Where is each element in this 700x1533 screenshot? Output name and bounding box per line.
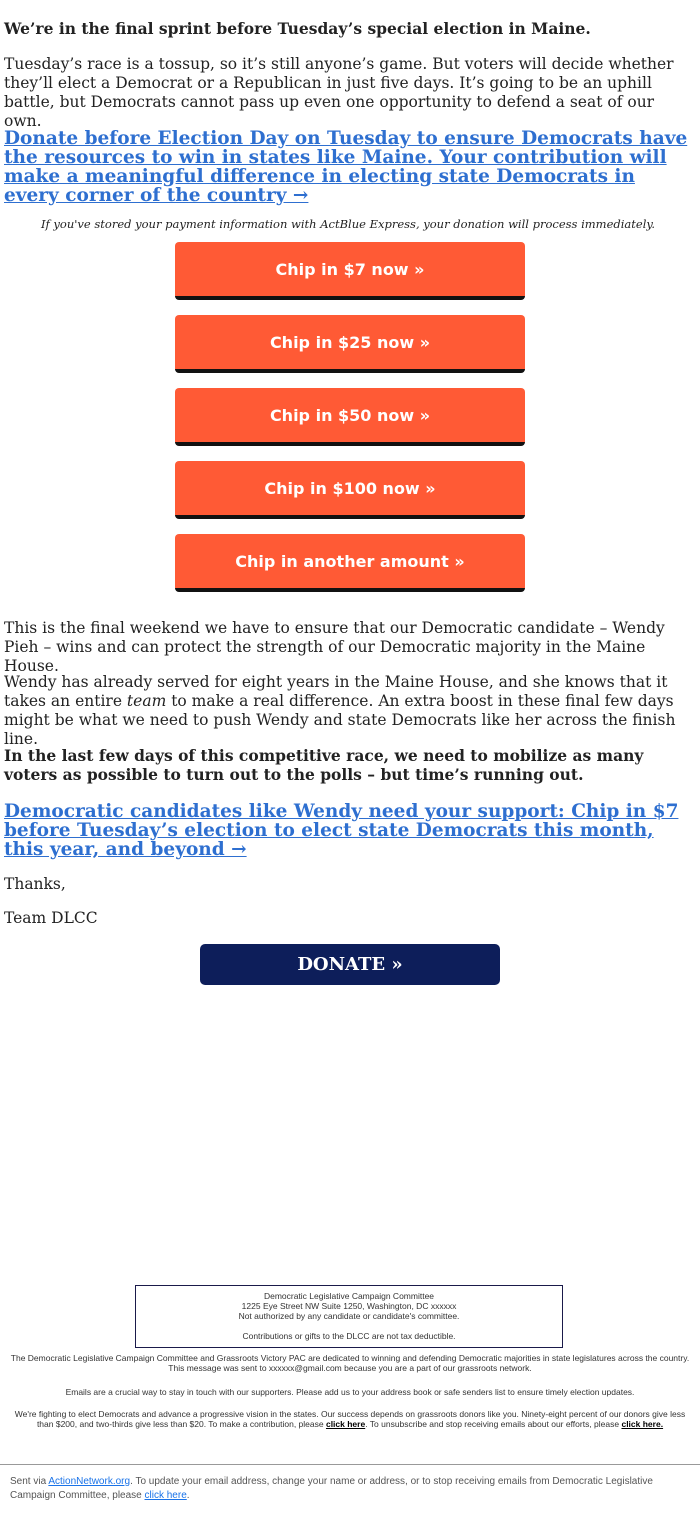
chip-in-100-button[interactable]: Chip in $100 now » — [175, 461, 525, 519]
tax-note: Contributions or gifts to the DLCC are not tax deductible. — [242, 1331, 456, 1341]
chip-in-7-button[interactable]: Chip in $7 now » — [175, 242, 525, 300]
update-click-here-link[interactable]: click here — [144, 1490, 187, 1501]
donors-text-middle: . To unsubscribe and stop receiving emails about our efforts, please — [365, 1419, 622, 1429]
email-heading: We’re in the final sprint before Tuesday’s special election in Maine. — [4, 19, 591, 38]
actblue-express-note: If you've stored your payment information with ActBlue Express, your donation will process immediately. — [40, 217, 656, 231]
intro-paragraph: Tuesday’s race is a tossup, so it’s still anyone’s game. But voters will decide whether they’ll elect a Democrat or a Republican in just five days. It’s going to be an uphill battle, but Democrats cannot pass up even one opportunity to defend a seat of our own. — [4, 55, 674, 130]
wendy-paragraph — [4, 673, 692, 749]
org-name: Democratic Legislative Campaign Committee — [263, 1291, 435, 1301]
safe-senders-text: Emails are a crucial way to stay in touch with our supporters. Please add us to your address book or safe senders list to ensure timely election updates. — [65, 1387, 635, 1397]
donate-election-day-link[interactable]: Donate before Election Day on Tuesday to ensure Democrats have the resources to win in states like Maine. Your contribution will make a meaningful difference in electing state Democrats in every corner of the country → — [4, 128, 688, 206]
authorization-note: Not authorized by any candidate or candidate's committee. — [238, 1311, 460, 1321]
thanks-text: Thanks, — [4, 875, 66, 893]
sent-via-middle: . To update your email address, change your name or address, or to stop receiving emails from Democratic Legislative Campaign Committee, please — [10, 1476, 653, 1501]
sent-via-prefix: Sent via — [10, 1476, 49, 1487]
footer-divider — [0, 1464, 700, 1465]
mobilize-paragraph: In the last few days of this competitive race, we need to mobilize as many voters as possible to turn out to the polls – but time’s running out. — [4, 746, 644, 784]
action-network-link[interactable]: ActionNetwork.org — [48, 1476, 131, 1487]
mission-text: The Democratic Legislative Campaign Committee and Grassroots Victory PAC are dedicated to winning and defending Democratic majorities in state legislatures across the country. This message was sent to xxxxxx@gmail.com because you are a part of our grassroots network. — [10, 1353, 690, 1373]
team-emphasis: team — [126, 692, 167, 710]
wendy-text-end: to make a real difference. An extra boost in these final few days might be what we need to push Wendy and state Democrats like her across the finish line. — [4, 692, 676, 748]
chip-in-50-button[interactable]: Chip in $50 now » — [175, 388, 525, 446]
chip-in-25-button[interactable]: Chip in $25 now » — [175, 315, 525, 373]
chip-in-other-button[interactable]: Chip in another amount » — [175, 534, 525, 592]
org-address: 1225 Eye Street NW Suite 1250, Washington, DC xxxxxx — [241, 1301, 457, 1311]
sent-via-text — [10, 1475, 690, 1503]
donate-button[interactable]: DONATE » — [200, 944, 500, 985]
wendy-text-start: Wendy has already served for eight years in the Maine House, and she knows that it takes an entire — [4, 673, 668, 710]
signature: Team DLCC — [4, 909, 98, 927]
donors-text — [6, 1409, 694, 1429]
contribute-click-here-link[interactable]: click here — [325, 1419, 366, 1429]
unsubscribe-click-here-link[interactable]: click here. — [621, 1419, 664, 1429]
footer-disclaimer-box — [135, 1285, 563, 1348]
candidate-paragraph: This is the final weekend we have to ensure that our Democratic candidate – Wendy Pieh – wins and can protect the strength of our Democratic majority in the Maine House. — [4, 619, 665, 675]
sent-via-end: . — [186, 1490, 190, 1501]
donors-text-start: We're fighting to elect Democrats and advance a progressive vision in the states. Our success depends on grassroots donors like you. Ninety-eight percent of our donors give less than $200, and two-thirds give less than $20. To make a contribution, please — [14, 1409, 686, 1429]
chip-in-7-link[interactable]: Democratic candidates like Wendy need your support: Chip in $7 before Tuesday’s election to elect state Democrats this month, this year, and beyond → — [4, 801, 679, 860]
